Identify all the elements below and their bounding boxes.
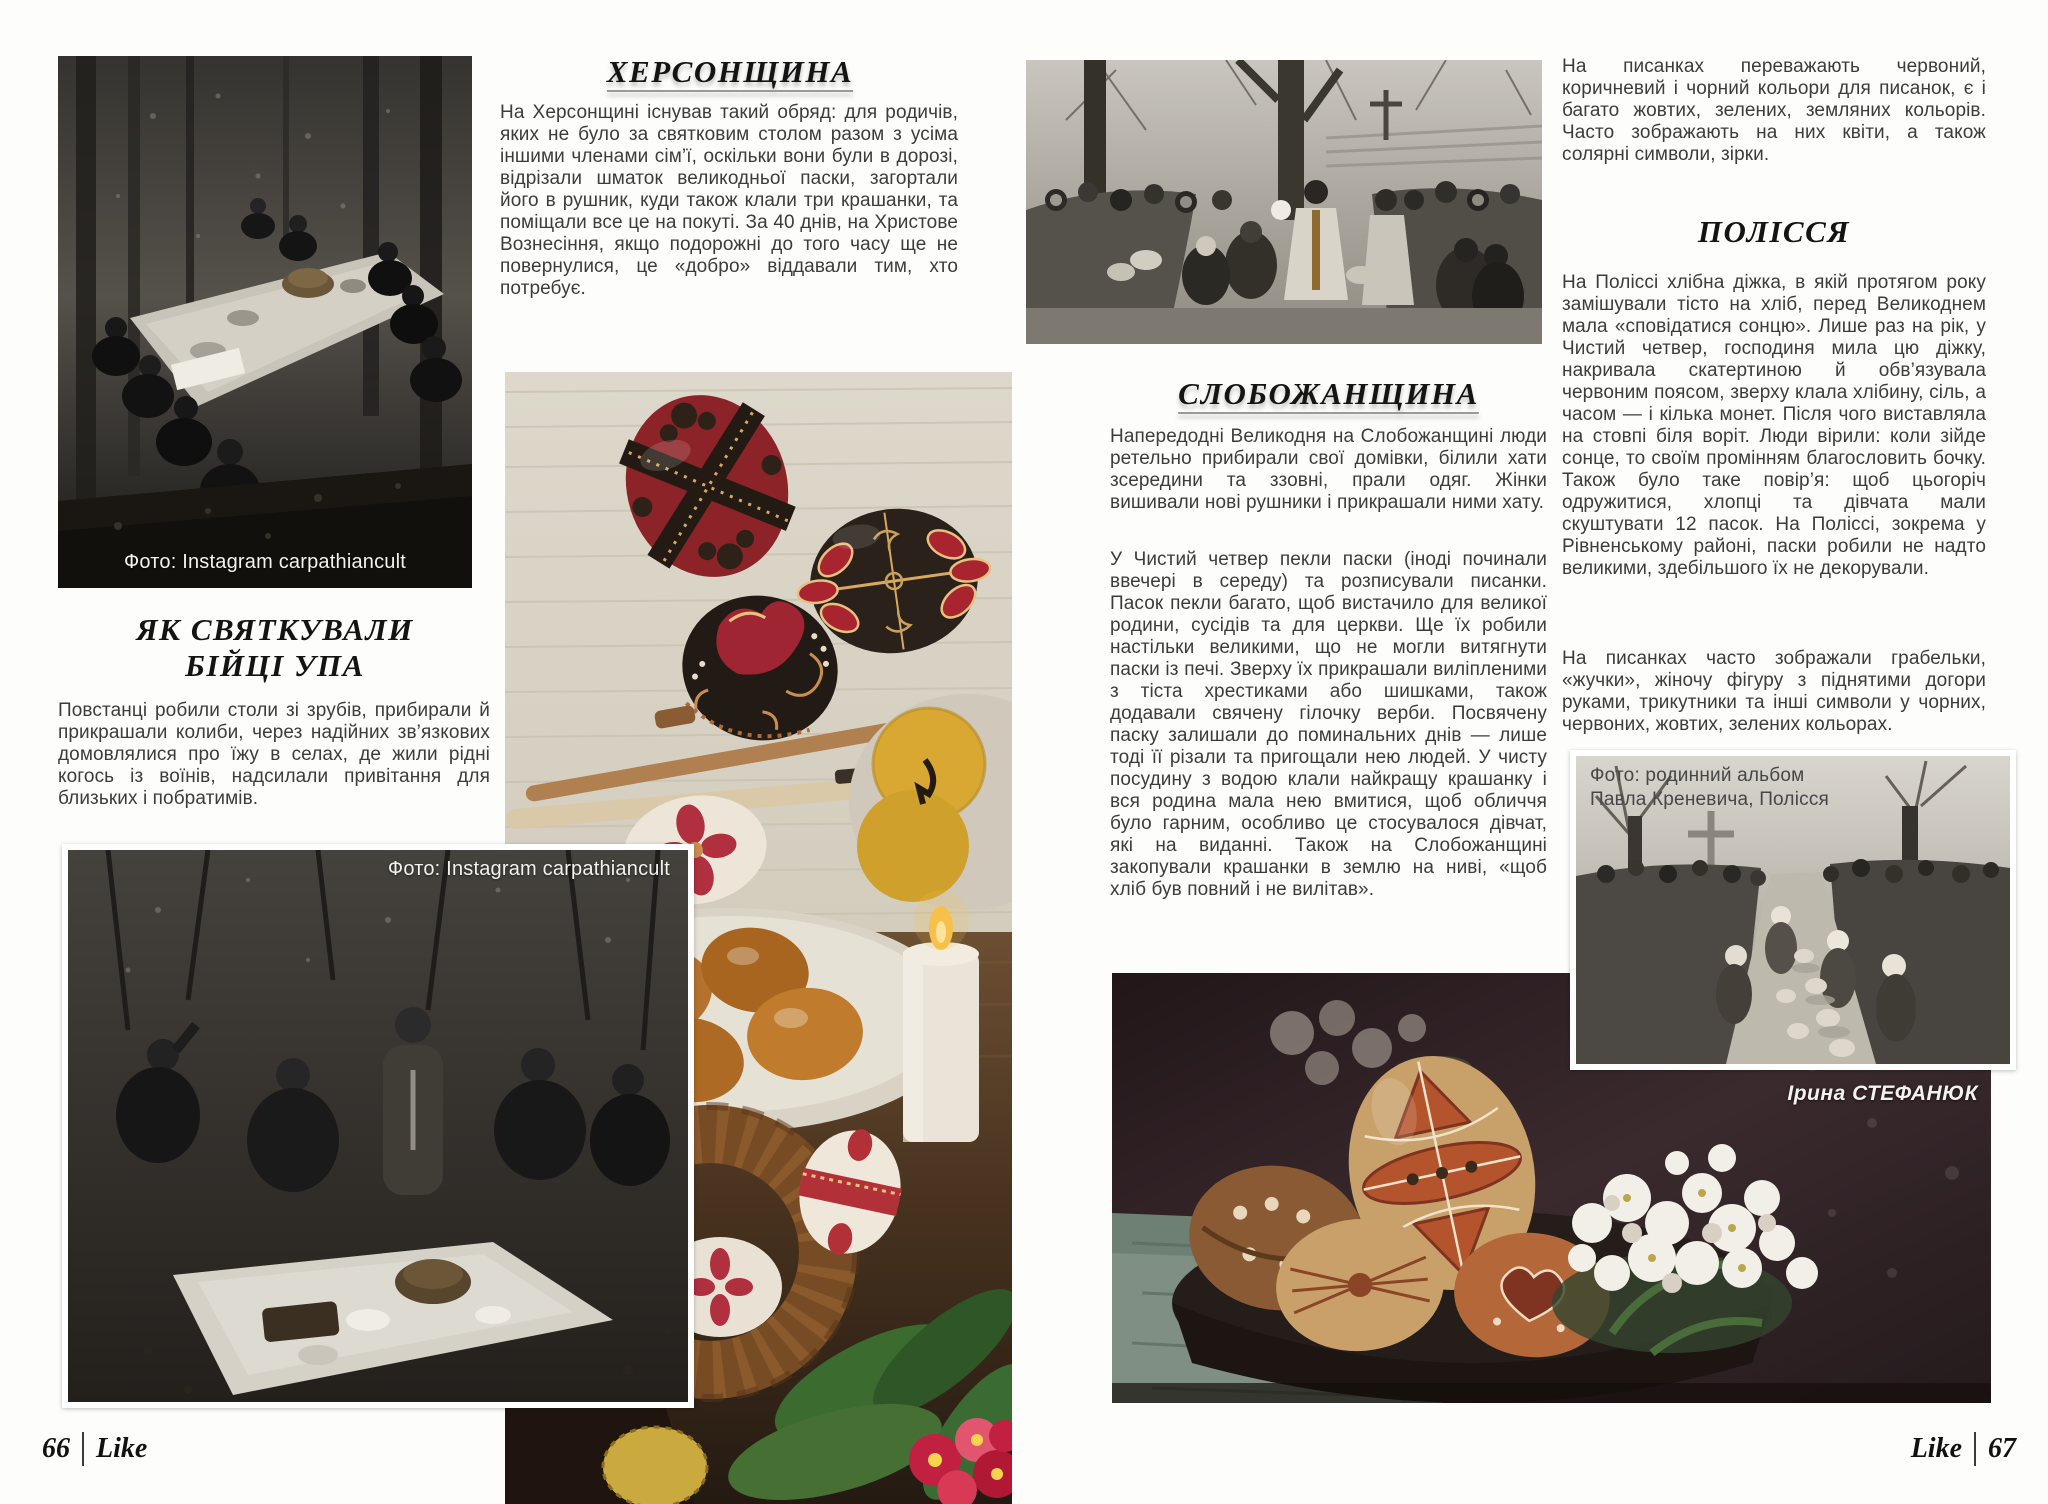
photo-church-blessing-illustration (1026, 60, 1542, 344)
footer-right-divider (1974, 1432, 1976, 1466)
section-title-slobozhanshchyna: СЛОБОЖАНЩИНА (1178, 376, 1479, 411)
section-title-upa (60, 612, 490, 684)
footer-right-page-number: 67 (1988, 1433, 2016, 1464)
section-title-kherson: ХЕРСОНЩИНА (606, 54, 854, 89)
photo-upa-picnic (62, 844, 694, 1408)
section-title-polissya: ПОЛІССЯ (1697, 214, 1851, 249)
footer-left-brand: Like (96, 1433, 148, 1464)
footer-left-page-number: 66 (42, 1433, 70, 1464)
slobozhanshchyna-paragraph-1: Напередодні Великодня на Слобожанщині люди ретельно прибирали свої домівки, білили хати зсередини та ззовні, прали одяг. Жінки вишивали нові рушники і прикрашали ними хату. (1110, 426, 1547, 513)
slobozhanshchyna-paragraph-2: У Чистий четвер пекли паски (іноді починали ввечері в середу) та розписували писанки. Пасок пекли багато, щоб вистачило для великої родини, сусідів та для церкви. Ще їх робили настільки великими, що не могли витягнути паски із печі. Зверху їх прикрашали виліпленими з тіста хрестиками або шишками, також додавали свячену гілочку верби. Посвячену паску залишали до поминальних днів — лише тоді її різали та пригощали нею людей. У чисту посудину з водою клали найкращу крашанку і вся родина мала нею вмитися, щоб обличчя було гарним, особливо це стосувалося дівчат, які на виданні. Також на Слобожанщині закопували крашанки в землю на ниві, «щоб хліб був повний і не вилітав». (1110, 549, 1547, 900)
polissya-paragraph-2: На писанках часто зображали грабельки, «жучки», жіночу фігуру з піднятими догори руками, трикутники та інші символи у чорних, червоних, жовтих, зелених кольорах. (1562, 648, 1986, 735)
footer-right (1911, 1432, 2016, 1466)
section-title-upa-line1: ЯК СВЯТКУВАЛИ (136, 612, 414, 647)
footer-right-brand: Like (1910, 1433, 1962, 1464)
author-byline: Ірина СТЕФАНЮК (1787, 1082, 1978, 1105)
kherson-paragraph: На Херсонщині існував такий обряд: для родичів, яких не було за святковим столом разом з усіма іншими членами сім’ї, оскільки вони були в дорозі, відрізали шматок великодньої паски, загортали його в рушник, куди також клали три крашанки, та поміщали все це на покуті. За 40 днів, на Христове Вознесіння, якщо подорожні до того часу ще не повернулися, це «добро» віддавали тим, хто потребує. (500, 102, 958, 299)
section-title-upa-line2: БІЙЦІ УПА (185, 648, 365, 683)
polissya-paragraph-1: На Поліссі хлібна діжка, в якій протягом року замішували тісто на хліб, перед Великоднем мала «сповідатися сонцю». Лише раз на рік, у Чистий четвер, господиня мила цю діжку, накривала скатертиною й обв’язувала червоним поясом, зверху клала хлібину, сіль, а часом — і кілька монет. Після чого виставляла на стовпі біля воріт. Люди вірили: коли зійде сонце, то своїм промінням благословить бочку. Також було таке повір’я: щоб цьогоріч одружитися, хлопці та дівчата мали скуштувати 12 пасок. На Поліссі, зокрема у Рівненському районі, паски робили не надто великими, здебільшого їх не декорували. (1562, 272, 1986, 579)
photo-upa-picnic-illustration (68, 850, 688, 1402)
footer-left-divider (82, 1432, 84, 1466)
photo-polissya-caption-line1: Фото: родинний альбом (1590, 765, 1805, 786)
polissya-intro-paragraph: На писанках переважають червоний, коричневий і чорний кольори для писанок, є і багато жовтих, зелених, земляних кольорів. Часто зображають на них квіти, а також солярні символи, зірки. (1562, 56, 1986, 165)
photo-polissya-procession (1570, 750, 2016, 1070)
photo-polissya-caption (1590, 764, 1829, 812)
photo-polissya-caption-line2: Павла Креневича, Полісся (1590, 789, 1830, 810)
photo-upa-picnic-caption: Фото: Instagram carpathiancult (387, 858, 670, 880)
photo-upa-table-caption: Фото: Instagram carpathiancult (123, 551, 407, 573)
upa-paragraph: Повстанці робили столи зі зрубів, прибирали й прикрашали колиби, через надійних зв’язкових домовлялися про їжу в селах, де жили рідні когось із воїнів, надсилали привітання для близьких і побратимів. (58, 700, 490, 809)
photo-upa-table (58, 56, 472, 588)
photo-upa-table-illustration (58, 56, 472, 588)
footer-left (42, 1432, 147, 1466)
photo-church-blessing (1026, 60, 1542, 344)
